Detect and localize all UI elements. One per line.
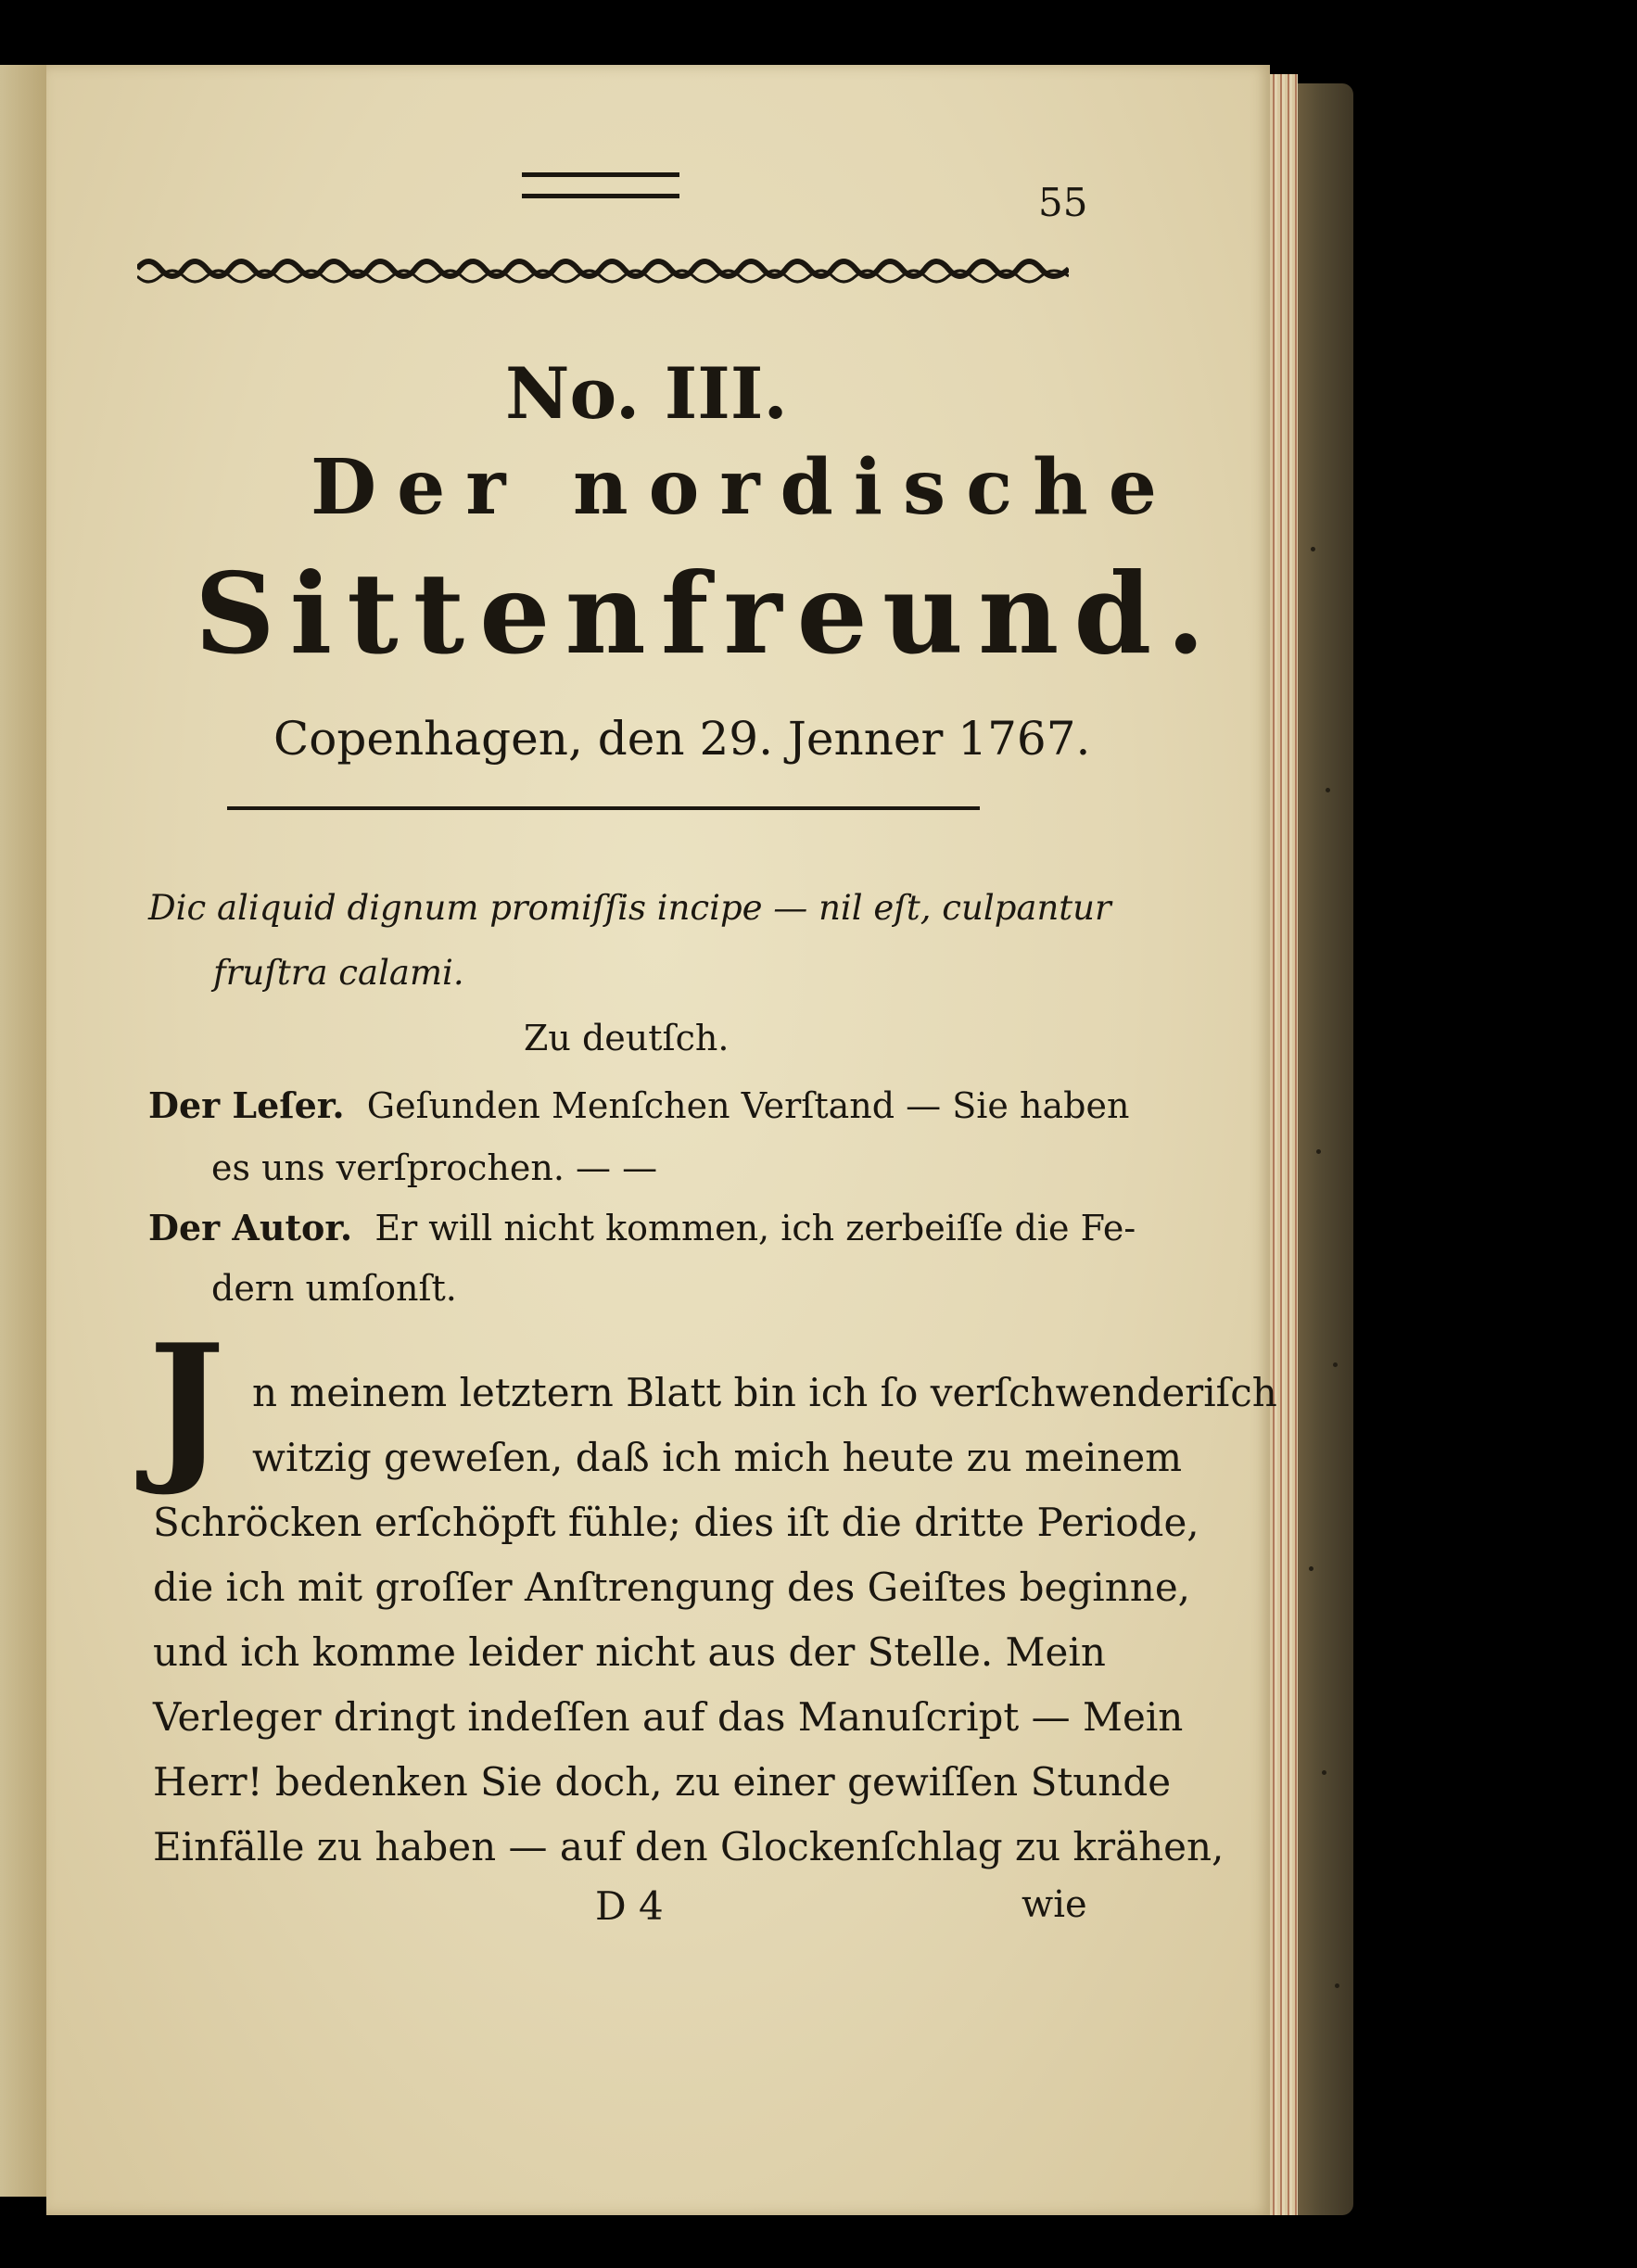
dialogue-continuation: es uns verſprochen. — — bbox=[211, 1147, 658, 1188]
separator-rule bbox=[227, 806, 980, 810]
book-cover bbox=[1298, 83, 1353, 2215]
dialogue-line bbox=[148, 1084, 1129, 1126]
body-line: Herr! bedenken Sie doch, zu einer gewiſſen Stunde bbox=[153, 1759, 1172, 1805]
body-line: Einfälle zu haben — auf den Glockenſchlag zu krähen, bbox=[153, 1824, 1225, 1869]
page-block-edge bbox=[1270, 74, 1298, 2215]
body-line: n meinem letztern Blatt bin ich ſo verſchwenderiſch bbox=[252, 1370, 1277, 1415]
header-double-rule bbox=[522, 172, 679, 198]
motto-line-1: Dic aliquid dignum promiſſis incipe — nil eſt, culpantur bbox=[148, 888, 1111, 928]
drop-cap: J bbox=[148, 1310, 225, 1500]
catchword: wie bbox=[1022, 1883, 1087, 1926]
motto-line-2: fruſtra calami. bbox=[213, 953, 464, 993]
dialogue-speaker: Der Leſer. bbox=[148, 1084, 345, 1126]
translation-heading: Zu deutſch. bbox=[524, 1018, 730, 1058]
title-line-2: Sittenfreund. bbox=[195, 549, 1221, 679]
dialogue-line bbox=[148, 1207, 1136, 1248]
body-line: witzig geweſen, daß ich mich heute zu meinem bbox=[252, 1435, 1183, 1480]
dateline: Copenhagen, den 29. Jenner 1767. bbox=[273, 712, 1091, 766]
issue-number: No. III. bbox=[505, 352, 788, 435]
facing-page-edge bbox=[0, 65, 49, 2197]
page-number: 55 bbox=[1038, 180, 1088, 225]
dialogue-text: Er will nicht kommen, ich zerbeiſſe die Fe- bbox=[374, 1208, 1136, 1248]
dialogue-speaker: Der Autor. bbox=[148, 1207, 353, 1248]
body-line: die ich mit groſſer Anſtrengung des Geiſtes beginne, bbox=[153, 1565, 1191, 1610]
body-line: Schröcken erſchöpft fühle; dies iſt die dritte Periode, bbox=[153, 1500, 1199, 1545]
body-line: und ich komme leider nicht aus der Stelle. Mein bbox=[153, 1629, 1106, 1675]
dialogue-text: Geſunden Menſchen Verſtand — Sie haben bbox=[366, 1085, 1130, 1126]
title-line-1: Der nordische bbox=[311, 443, 1177, 532]
ornament-border bbox=[137, 250, 1069, 287]
dialogue-continuation: dern umſonſt. bbox=[211, 1268, 457, 1309]
body-line: Verleger dringt indeſſen auf das Manuſcript — Mein bbox=[153, 1694, 1184, 1740]
signature-mark: D 4 bbox=[595, 1883, 664, 1929]
